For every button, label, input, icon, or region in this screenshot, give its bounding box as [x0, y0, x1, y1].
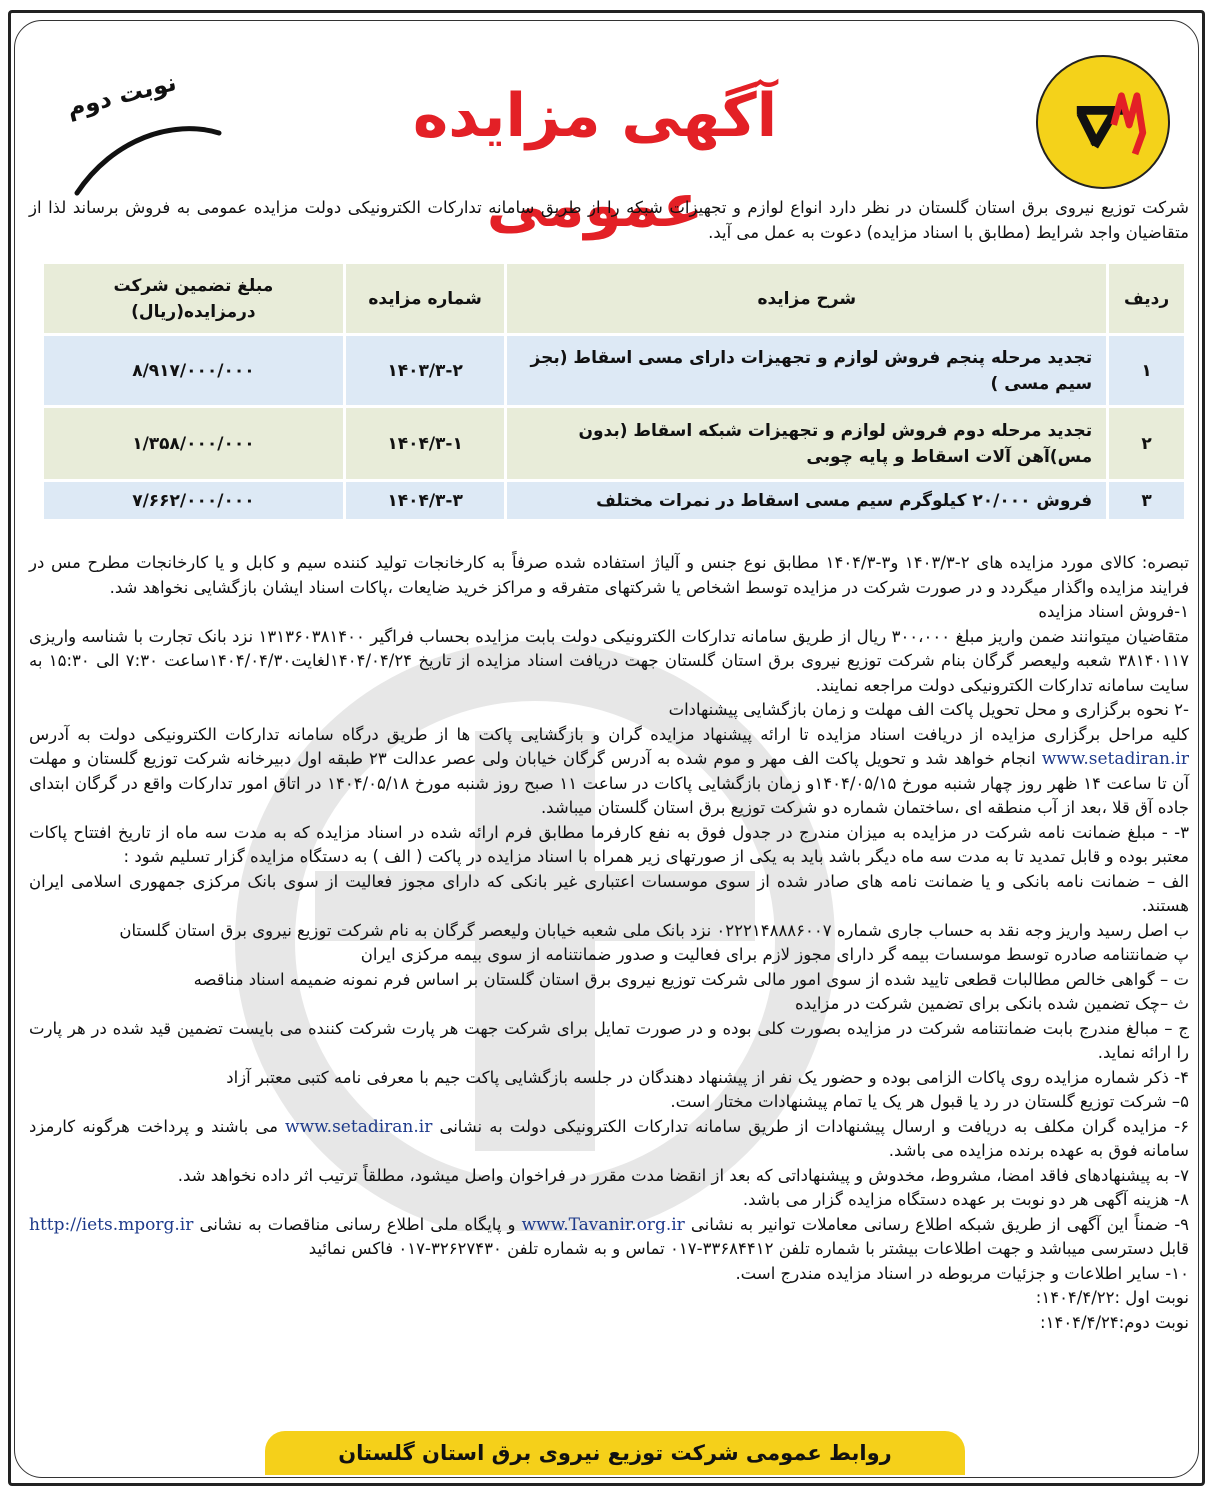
row-index: ۱	[1108, 335, 1186, 407]
table-row	[43, 335, 1186, 407]
company-logo-icon	[1036, 55, 1170, 189]
second-round-date: نوبت دوم:۱۴۰۴/۴/۲۴:	[1040, 1312, 1189, 1332]
row-number: ۱۴۰۴/۳-۳	[344, 481, 506, 521]
row-desc: تجدید مرحله دوم فروش لوازم و تجهیزات شبکه اسقاط (بدون مس)آهن آلات اسقاط و پایه چوبی	[506, 407, 1108, 481]
row-desc: تجدید مرحله پنجم فروش لوازم و تجهیزات دارای مسی اسقاط (بجز سیم مسی )	[506, 335, 1108, 407]
note-clause: ۴- ذکر شماره مزایده روی پاکات الزامی بوده و حضور یک نفر از پیشنهاد دهندگان در جلسه بازگشایی پاکت جیم با معرفی نامه کتبی معتبر آزاد	[226, 1067, 1189, 1087]
note-clause: ۸- هزینه آگهی هر دو نوبت بر عهده دستگاه مزایده گزار می باشد.	[742, 1190, 1189, 1209]
note-heading: ۱-فروش اسناد مزایده	[1038, 602, 1189, 621]
note-clause	[29, 1213, 1189, 1262]
note-text: ۹- ضمناً این آگهی از طریق شبکه اطلاع رسانی معاملات توانیر به نشانی	[690, 1214, 1190, 1234]
col-header-amount: مبلغ تضمین شرکت درمزایده(ریال)	[43, 263, 345, 335]
page-title: آگهی مزایده عمومی	[412, 81, 778, 241]
table-row	[43, 481, 1186, 521]
note-clause: تبصره: کالای مورد مزایده های ۲-۱۴۰۳/۳ و۳-۱۴۰۴/۳ مطابق نوع جنس و آلیاژ استفاده شده صرفاً به کارخانجات تولید کننده سیم و کابل و یا کارخانجات مطرح مس در فرایند مزایده واگذار میگردد و در صورت شرکت در مزایده توسط اشخاص یا شرکتهای متفرقه و مراکز خرید ضایعات ،پاکات اسناد ایشان بازگشایی نخواهد شد.	[29, 553, 1189, 597]
note-clause: ث –چک تضمین شده بانکی برای تضمین شرکت در مزایده	[794, 994, 1189, 1013]
first-round-date: نوبت اول :۱۴۰۴/۴/۲۲:	[1035, 1288, 1189, 1307]
intro-paragraph: شرکت توزیع نیروی برق استان گلستان در نظر دارد انواع لوازم و تجهیزات شبکه را از طریق سامانه تدارکات الکترونیکی دولت مزایده عمومی به فروش برساند لذا از متقاضیان واجد شرایط (مطابق با اسناد مزایده) دعوت به عمل می آید.	[29, 198, 1189, 242]
table-header-row	[43, 263, 1186, 335]
note-clause: ب اصل رسید واریز وجه نقد به حساب جاری شماره ۰۲۲۲۱۴۸۸۸۶۰۰۷ نزد بانک ملی شعبه خیابان ولیعصر گرگان به نام شرکت توزیع نیروی برق استان گلستان	[119, 920, 1189, 940]
col-header-number: شماره مزایده	[344, 263, 506, 335]
iets-link[interactable]: http://iets.mporg.ir	[29, 1214, 194, 1235]
round-label: نوبت دوم	[63, 68, 180, 123]
note-clause	[29, 723, 1189, 821]
notice-panel	[14, 20, 1199, 1478]
row-number: ۱۴۰۳/۳-۲	[344, 335, 506, 407]
note-text: ۶- مزایده گران مکلف به دریافت و ارسال پیشنهادات از طریق سامانه تدارکات الکترونیکی دولت به نشانی	[439, 1116, 1190, 1136]
note-clause: ت – گواهی خالص مطالبات قطعی تایید شده از سوی امور مالی شرکت توزیع نیروی برق استان گلستان بر اساس فرم نمونه ضمیمه اسناد مناقصه	[193, 969, 1189, 989]
notes-section	[29, 551, 1189, 1335]
note-clause	[29, 1115, 1189, 1164]
tavanir-link[interactable]: www.Tavanir.org.ir	[521, 1214, 685, 1235]
row-amount: ۸/۹۱۷/۰۰۰/۰۰۰	[43, 335, 345, 407]
note-clause: ج – مبالغ مندرج بابت ضمانتنامه شرکت در مزایده بصورت کلی بوده و در صورت تمایل برای شرکت جهت هر پارت شرکت کننده می بایست تضمین قید شده در هر پارت را ارائه نماید.	[29, 1018, 1189, 1062]
note-clause: پ ضمانتنامه صادره توسط موسسات بیمه گر دارای مجوز لازم برای فعالیت و صدور ضمانتنامه از سوی بیمه مرکزی ایران	[360, 945, 1189, 964]
note-clause: الف – ضمانت نامه بانکی و یا ضمانت نامه های صادر شده از سوی موسسات اعتباری غیر بانکی که دارای مجوز فعالیت از سوی بانک مرکزی جمهوری اسلامی ایران هستند.	[29, 871, 1189, 915]
note-text: قابل دسترسی میباشد و جهت اطلاعات بیشتر با شماره تلفن ۳۳۶۸۴۴۱۲-۰۱۷ تماس و به شماره تلفن ۳۲۶۲۷۴۳۰-۰۱۷ فاکس نمائید	[308, 1239, 1189, 1258]
row-desc: فروش ۲۰/۰۰۰ کیلوگرم سیم مسی اسقاط در نمرات مختلف	[506, 481, 1108, 521]
row-index: ۲	[1108, 407, 1186, 481]
footer-banner: روابط عمومی شرکت توزیع نیروی برق استان گلستان	[265, 1431, 965, 1475]
note-clause: ۷- به پیشنهادهای فاقد امضا، مشروط، مخدوش و پیشنهاداتی که بعد از انقضا مدت مقرر در فراخوان واصل میشود، مطلقاً ترتیب اثر داده نخواهد شد.	[177, 1165, 1189, 1185]
auction-table	[41, 261, 1187, 522]
note-clause: متقاضیان میتوانند ضمن واریز مبلغ ۳۰۰،۰۰۰ ریال از طریق سامانه تدارکات الکترونیکی دولت بابت مزایده بحساب فراگیر ۱۳۱۳۶۰۳۸۱۴۰۰ نزد بانک تجارت با شناسه واریزی ۳۸۱۴۰۱۱۷ شعبه ولیعصر گرگان بنام شرکت توزیع نیروی برق استان گلستان جهت دریافت اسناد مزایده از تاریخ ۱۴۰۴/۰۴/۲۴لغایت۱۴۰۴/۰۴/۳۰ساعت ۷:۳۰ الی ۱۵:۳۰ به سایت سامانه تدارکات الکترونیکی دولت مراجعه نمایند.	[29, 626, 1189, 695]
note-text: و پایگاه ملی اطلاع رسانی مناقصات به نشانی	[199, 1214, 516, 1234]
setadiran-link[interactable]: www.setadiran.ir	[1041, 749, 1189, 769]
note-clause: ۳- - مبلغ ضمانت نامه شرکت در مزایده به میزان مندرج در جدول فوق به نفع کارفرما مطابق فرم ارائه شده در اسناد مزایده که به مدت سه ماه از تاریخ افتتاح پاکات معتبر بوده و قابل تمدید تا به مدت سه ماه دیگر باشد باید به یکی از صورتهای زیر همراه با اسناد مزایده در پاکت ( الف ) به دستگاه مزایده گزار تسلیم شود :	[29, 822, 1189, 866]
row-index: ۳	[1108, 481, 1186, 521]
note-text: کلیه مراحل برگزاری مزایده از دریافت اسناد مزایده تا ارائه پیشنهاد مزایده گران و بازگشایی پاکت ها از طریق درگاه سامانه تدارکات الکترونیکی دولت به آدرس	[29, 724, 1189, 744]
table-row	[43, 407, 1186, 481]
note-clause: ۱۰- سایر اطلاعات و جزئیات مربوطه در اسناد مزایده مندرج است.	[735, 1263, 1189, 1283]
note-text: انجام خواهد شد و تحویل پاکت الف مهر و موم شده به آدرس گرگان خیابان ولی عصر عدالت ۲۳ طبقه اول دبیرخانه شرکت توزیع گلستان و مهلت آن تا ساعت ۱۴ ظهر روز چهار شنبه مورخ ۱۴۰۴/۰۵/۱۵و زمان بازگشایی پاکات در ساعت ۱۱ صبح روز شنبه مورخ ۱۴۰۴/۰۵/۱۸ در اتاق امور تدارکات واقع در گرگان ابتدای جاده آق قلا ،بعد از آب منطقه ای ،ساختمان شماره دو شرکت توزیع برق استان گلستان میباشد.	[29, 749, 1189, 817]
note-text: می باشند و پرداخت هرگونه کارمزد سامانه فوق به عهده برنده مزایده می باشد.	[29, 1116, 1189, 1160]
note-clause: ۵– شرکت توزیع گلستان در رد یا قبول هر یک یا تمام پیشنهادات مختار است.	[670, 1092, 1189, 1111]
round-underline-icon	[73, 119, 223, 199]
setadiran-link[interactable]: www.setadiran.ir	[285, 1116, 433, 1137]
row-amount: ۱/۳۵۸/۰۰۰/۰۰۰	[43, 407, 345, 481]
row-amount: ۷/۶۶۲/۰۰۰/۰۰۰	[43, 481, 345, 521]
note-heading: -۲ نحوه برگزاری و محل تحویل پاکت الف مهلت و زمان بازگشایی پیشنهادات	[668, 700, 1189, 719]
row-number: ۱۴۰۴/۳-۱	[344, 407, 506, 481]
col-header-desc: شرح مزایده	[506, 263, 1108, 335]
col-header-index: ردیف	[1108, 263, 1186, 335]
